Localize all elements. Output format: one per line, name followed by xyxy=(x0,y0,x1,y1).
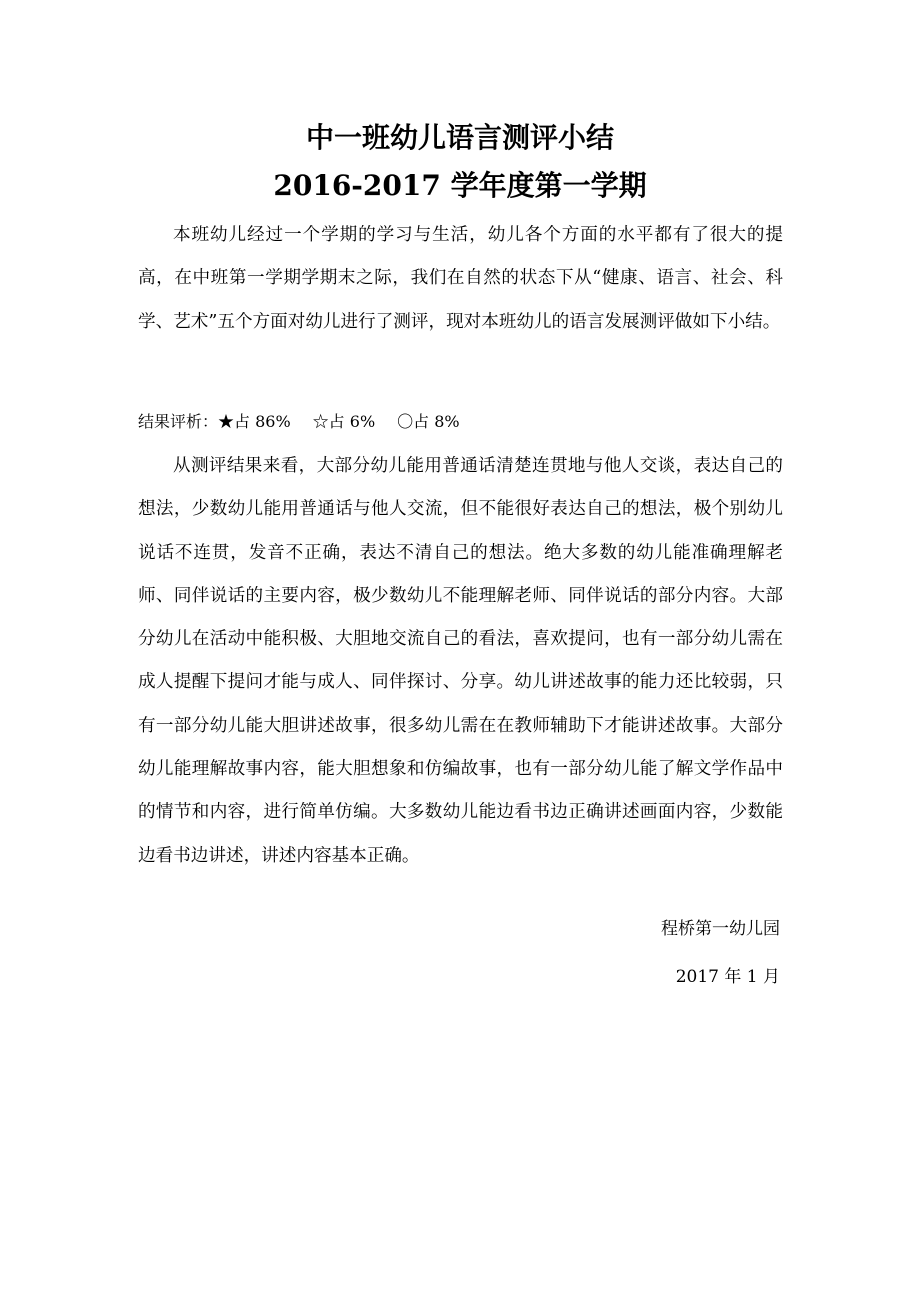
document-subtitle: 2016-2017 学年度第一学期 xyxy=(273,169,647,202)
signature-date: 2017 年 1 月 xyxy=(675,967,780,987)
results-line xyxy=(138,400,482,443)
result-hollow-star: ☆占 6% xyxy=(312,412,376,431)
intro-paragraph: 本班幼儿经过一个学期的学习与生活，幼儿各个方面的水平都有了很大的提高，在中班第一学期学期末之际，我们在自然的状态下从“健康、语言、社会、科学、艺术”五个方面对幼儿进行了测评，现对本班幼儿的语言发展测评做如下小结。 xyxy=(138,225,783,332)
result-filled-star: ★占 86% xyxy=(218,412,291,431)
signature-organization: 程桥第一幼儿园 xyxy=(661,919,780,939)
analysis-paragraph: 从测评结果来看，大部分幼儿能用普通话清楚连贯地与他人交谈，表达自己的想法，少数幼儿能用普通话与他人交流，但不能很好表达自己的想法，极个别幼儿说话不连贯，发音不正确，表达不清自己的想法。绝大多数的幼儿能准确理解老师、同伴说话的主要内容，极少数幼儿不能理解老师、同伴说话的部分内容。大部分幼儿在活动中能积极、大胆地交流自己的看法，喜欢提问，也有一部分幼儿需在成人提醒下提问才能与成人、同伴探讨、分享。幼儿讲述故事的能力还比较弱，只有一部分幼儿能大胆讲述故事，很多幼儿需在在教师辅助下才能讲述故事。大部分幼儿能理解故事内容，能大胆想象和仿编故事，也有一部分幼儿能了解文学作品中的情节和内容，进行简单仿编。大多数幼儿能边看书边正确讲述画面内容，少数能边看书边讲述，讲述内容基本正确。 xyxy=(138,456,783,866)
result-circle: 〇占 8% xyxy=(397,412,460,431)
results-label: 结果评析： xyxy=(138,412,219,431)
document-title: 中一班幼儿语言测评小结 xyxy=(305,121,614,154)
